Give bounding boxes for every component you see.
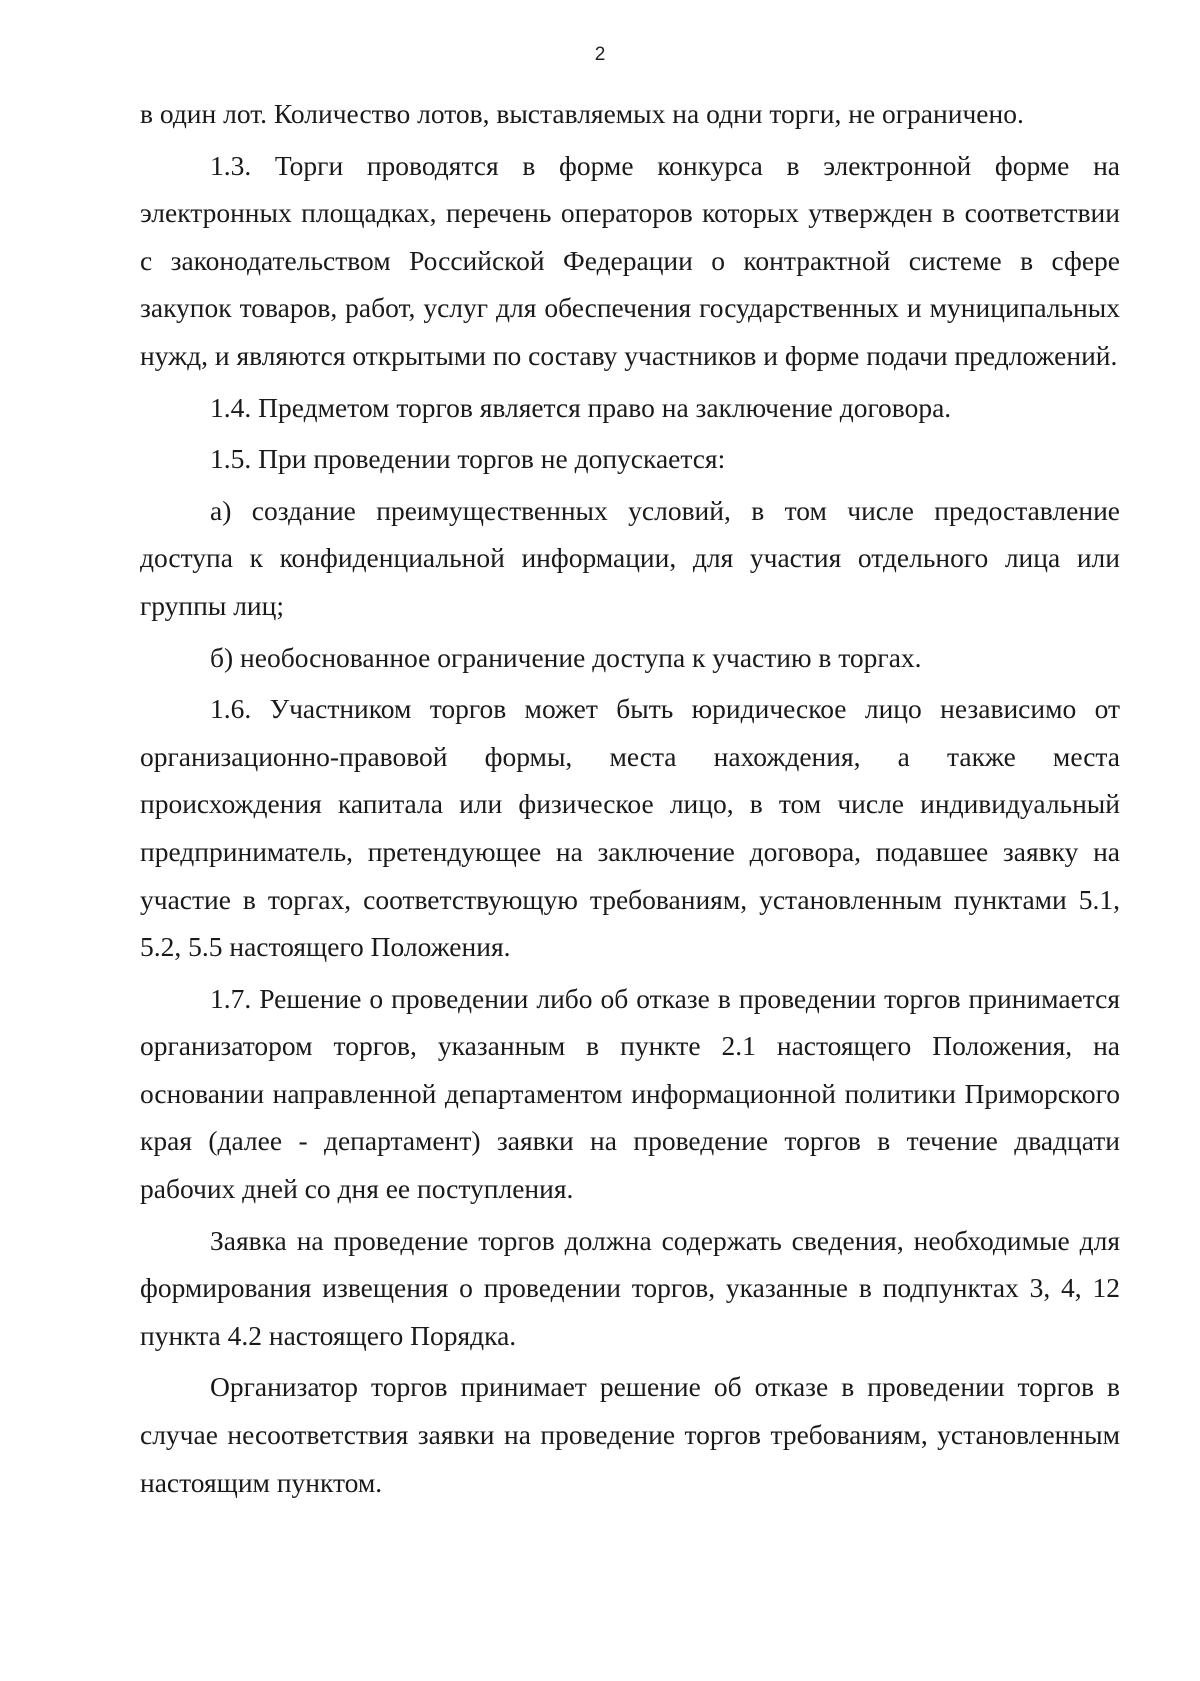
paragraph-1-7: 1.7. Решение о проведении либо об отказе в проведении торгов принимается организатором торгов, указанным в пункте 2.1 настоящего Положения, на основании направленной департаментом информационной политики Приморского края (далее - департамент) заявки на проведение торгов в течение двадцати рабочих дней со дня ее поступления. — [140, 982, 1120, 1205]
paragraph-refusal-decision: Организатор торгов принимает решение об отказе в проведении торгов в случае несоответствия заявки на проведение торгов требованиям, установленным настоящим пунктом. — [140, 1371, 1120, 1498]
paragraph-1-4: 1.4. Предметом торгов является право на заключение договора. — [210, 391, 952, 423]
paragraph-1-5-a: а) создание преимущественных условий, в том числе предоставление доступа к конфиденциальной информации, для участия отдельного лица или группы лиц; — [140, 494, 1120, 621]
document-body — [140, 90, 1120, 1510]
paragraph-application-content: Заявка на проведение торгов должна содержать сведения, необходимые для формирования извещения о проведении торгов, указанные в подпунктах 3, 4, 12 пункта 4.2 настоящего Порядка. — [140, 1224, 1120, 1351]
paragraph-1-5: 1.5. При проведении торгов не допускается: — [210, 443, 726, 475]
paragraph-1-6: 1.6. Участником торгов может быть юридическое лицо независимо от организационно-правовой формы, места нахождения, а также места происхождения капитала или физическое лицо, в том числе индивидуальный предприниматель, претендующее на заключение договора, подавшее заявку на участие в торгах, соответствующую требованиям, установленным пунктами 5.1, 5.2, 5.5 настоящего Положения. — [140, 693, 1120, 963]
paragraph-1-3: 1.3. Торги проводятся в форме конкурса в электронной форме на электронных площадках, перечень операторов которых утвержден в соответствии с законодательством Российской Федерации о контрактной системе в сфере закупок товаров, работ, услуг для обеспечения государственных и муниципальных нужд, и являются открытыми по составу участников и форме подачи предложений. — [140, 149, 1120, 371]
page-number: 2 — [594, 44, 606, 65]
paragraph-1-5-b: б) необоснованное ограничение доступа к участию в торгах. — [210, 641, 922, 673]
paragraph-lot-continuation: в один лот. Количество лотов, выставляемых на одни торги, не ограничено. — [140, 98, 1024, 129]
